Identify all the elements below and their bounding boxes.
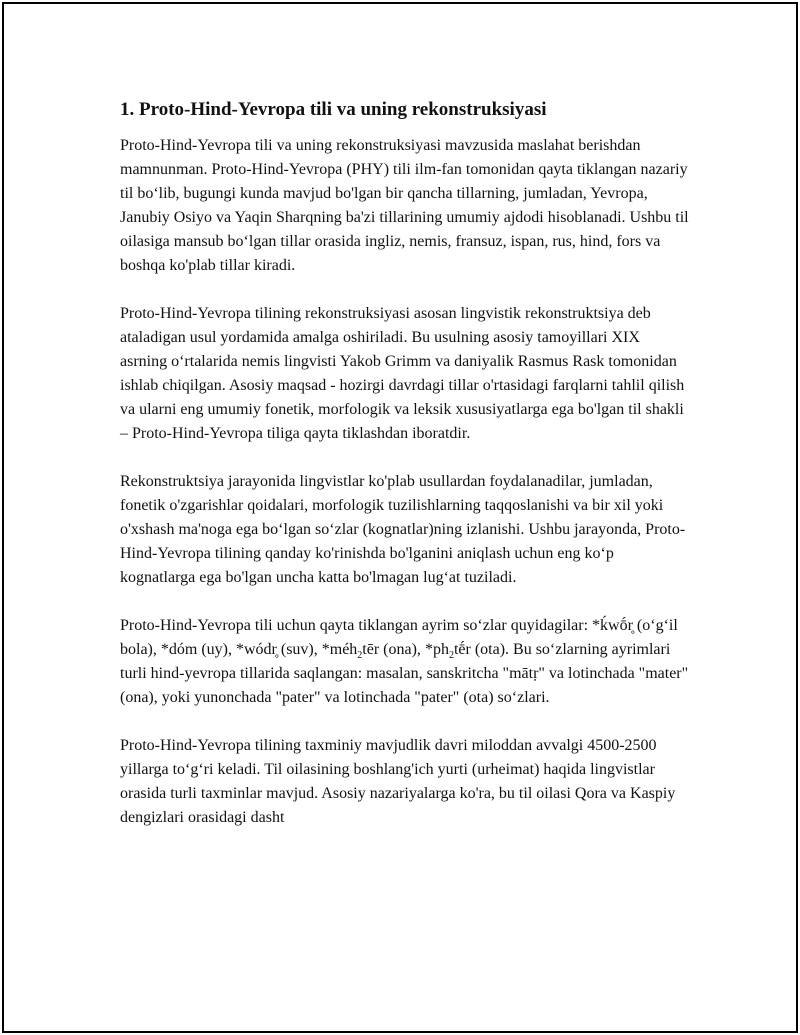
paragraph-3: Rekonstruktsiya jarayonida lingvistlar ko'plab usullardan foydalanadilar, jumladan, fonetik o'zgarishlar qoidalari, morfologik tuzilishlarning taqqoslanishi va bir xil yoki o'xshash ma'noga ega bo‘lgan so‘zlar (kognatlar)ning izlanishi. Ushbu jarayonda, Proto-Hind-Yevropa tilining qanday ko'rinishda bo'lganini aniqlash uchun eng ko‘p kognatlarga ega bo'lgan uncha katta bo'lmagan lug‘at tuziladi. xyxy=(120,473,686,586)
father-subscript: 2 xyxy=(448,650,454,662)
reconstructed-word-father xyxy=(424,641,514,662)
mother-subscript: 2 xyxy=(357,650,363,662)
reconstructed-word-mother xyxy=(321,641,425,662)
mother-part-a: *méh xyxy=(321,641,358,658)
paragraph-4 xyxy=(120,614,690,710)
mother-part-b: tēr (ona), xyxy=(362,641,425,658)
document-title: 1. Proto-Hind-Yevropa tili va uning rekonstruksiyasi xyxy=(120,99,547,120)
document-body xyxy=(120,96,690,854)
document-page xyxy=(2,2,798,1033)
paragraph-4-outro: Bu so‘zlarning ayrimlari turli hind-yevropa tillarida saqlangan: masalan, sanskritcha "mātṛ" va lotinchada "mater" (ona), yoki yunonchada "pater" va lotinchada "pater" (ota) so‘zlari. xyxy=(120,641,689,706)
paragraph-1: Proto-Hind-Yevropa tili va uning rekonstruksiyasi mavzusida maslahat berishdan mamnunman. Proto-Hind-Yevropa (PHY) tili ilm-fan tomonidan qayta tiklangan nazariy til bo‘lib, bugungi kunda mavjud bo'lgan bir qancha tillarning, jumladan, Yevropa, Janubiy Osiyo va Yaqin Sharqning ba'zi tillarining umumiy ajdodi hisoblanadi. Ushbu til oilasiga mansub bo‘lgan tillar orasida ingliz, nemis, fransuz, ispan, rus, hind, fors va boshqa ko'plab tillar kiradi. xyxy=(120,137,689,274)
paragraph-4-intro: Proto-Hind-Yevropa tili uchun qayta tiklangan ayrim so‘zlar quyidagilar: xyxy=(120,617,593,634)
paragraph-5: Proto-Hind-Yevropa tilining taxminiy mavjudlik davri miloddan avvalgi 4500-2500 yillarga to‘g‘ri keladi. Til oilasining boshlang'ich yurti (urheimat) haqida lingvistlar orasida turli taxminlar mavjud. Asosiy nazariyalarga ko'ra, bu til oilasi Qora va Kaspiy dengizlari orasidagi dasht xyxy=(120,737,676,826)
father-part-b: tḗr (ota). xyxy=(453,641,514,658)
reconstructed-word-house: *dóm (uy), xyxy=(160,641,236,658)
paragraph-2: Proto-Hind-Yevropa tilining rekonstruksiyasi asosan lingvistik rekonstruktsiya deb ataladigan usul yordamida amalga oshiriladi. Bu usulning asosiy tamoyillari XIX asrning o‘rtalarida nemis lingvisti Yakob Grimm va daniyalik Rasmus Rask tomonidan ishlab chiqilgan. Asosiy maqsad - hozirgi davrdagi tillar o'rtasidagi farqlarni tahlil qilish va ularni eng umumiy fonetik, morfologik va leksik xususiyatlarga ega bo'lgan til shakli – Proto-Hind-Yevropa tiliga qayta tiklashdan iboratdir. xyxy=(120,305,685,442)
reconstructed-word-water: *wódr̥ (suv), xyxy=(235,641,322,658)
father-part-a: *ph xyxy=(424,641,449,658)
reconstructed-word-son: *ḱwṓr̥ (o‘g‘il bola), xyxy=(120,617,678,658)
